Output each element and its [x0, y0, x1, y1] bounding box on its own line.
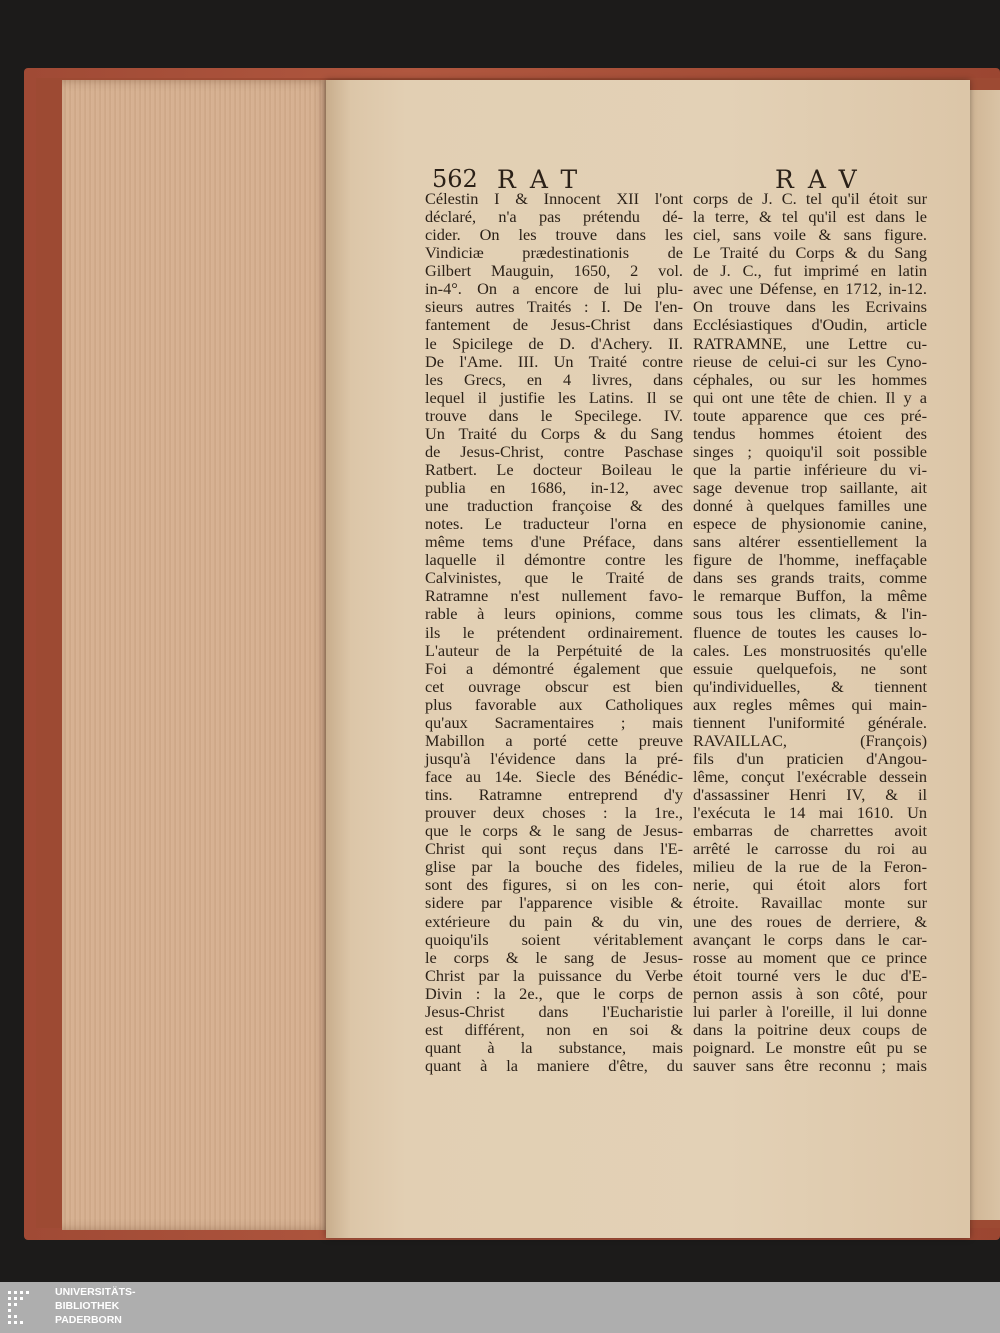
- text-line: Un Traité du Corps & du Sang: [425, 423, 683, 443]
- text-line: rable à leurs opinions, comme: [425, 604, 683, 624]
- text-line: qu'individuelles, & tiennent: [693, 676, 927, 696]
- text-line: RAVAILLAC, (François): [693, 730, 927, 750]
- text-line: essuie quelquefois, ne sont: [693, 658, 927, 678]
- text-line: le corps & le sang de Jesus-: [425, 947, 683, 967]
- left-text-column: [425, 190, 683, 1075]
- library-logo-icon: [6, 1289, 46, 1327]
- library-footer-bar: [0, 1282, 1000, 1333]
- text-line: L'auteur de la Perpétuité de la: [425, 640, 683, 660]
- text-line: cet ouvrage obscur est bien: [425, 676, 683, 696]
- library-name-line2: BIBLIOTHEK: [55, 1300, 120, 1312]
- text-line: céphales, ou sur les hommes: [693, 369, 927, 389]
- text-line: corps de J. C. tel qu'il étoit sur: [693, 189, 927, 208]
- text-line: avançant le corps dans le car-: [693, 929, 927, 949]
- text-line: jusqu'à l'évidence dans la pré-: [425, 748, 683, 768]
- running-head-right: RAV: [775, 165, 871, 194]
- text-line: lequel il justifie les Latins. Il se: [425, 387, 683, 407]
- text-line: Calvinistes, que le Traité de: [425, 568, 683, 588]
- text-line: que la partie inférieure du vi-: [693, 459, 927, 479]
- text-line: même tems d'une Préface, dans: [425, 532, 683, 552]
- text-line: toute apparence que ces pré-: [693, 405, 927, 425]
- text-line: une des roues de derriere, &: [693, 911, 927, 931]
- text-line: avec une Défense, en 1712, in-12.: [693, 279, 927, 299]
- text-line: de J. C., fut imprimé en latin: [693, 261, 927, 281]
- text-line: pernon assis à son côté, pour: [693, 983, 927, 1003]
- text-line: sous tous les climats, & l'in-: [693, 604, 927, 624]
- text-line: On trouve dans les Ecrivains: [693, 297, 927, 317]
- text-line: tendus hommes étoient des: [693, 423, 927, 443]
- running-head-left: RAT: [497, 165, 592, 194]
- text-line: Divin : la 2e., que le corps de: [425, 983, 683, 1003]
- text-line: que le corps & le sang de Jesus-: [425, 821, 683, 841]
- text-line: Ecclésiastiques d'Oudin, article: [693, 315, 927, 335]
- text-line: qui ont une tête de chien. Il y a: [693, 387, 927, 407]
- text-line: Gilbert Mauguin, 1650, 2 vol.: [425, 261, 683, 281]
- text-line: Le Traité du Corps & du Sang: [693, 243, 927, 263]
- text-line: rieuse de celui-ci sur les Cyno-: [693, 351, 927, 371]
- text-line: donné à quelques familles une: [693, 496, 927, 516]
- text-line: quant à la substance, mais: [425, 1037, 683, 1057]
- text-line: aux regles mêmes qui main-: [693, 694, 927, 714]
- text-line: lui parler à l'oreille, il lui donne: [693, 1001, 927, 1021]
- text-line: les Grecs, en 4 livres, dans: [425, 369, 683, 389]
- text-line: Ratbert. Le docteur Boileau le: [425, 459, 683, 479]
- text-line: Jesus-Christ dans l'Eucharistie: [425, 1001, 683, 1021]
- text-line: tins. Ratramne entreprend d'y: [425, 785, 683, 805]
- text-line: sieurs autres Traités : I. De l'en-: [425, 297, 683, 317]
- text-line: prouver deux choses : la 1re.,: [425, 803, 683, 823]
- text-line: glise par la bouche des fideles,: [425, 857, 683, 877]
- text-line: publia en 1686, in-12, avec: [425, 478, 683, 497]
- text-line: Mabillon a porté cette preuve: [425, 730, 683, 750]
- text-line: est différent, non en soi &: [425, 1019, 683, 1039]
- text-line: Ratramne n'est nullement favo-: [425, 586, 683, 606]
- text-line: de Jesus-Christ, contre Paschase: [425, 441, 683, 461]
- library-name: [55, 1285, 136, 1327]
- text-line: le Spicilege de D. d'Achery. II.: [425, 333, 683, 353]
- page-edges: [62, 80, 330, 1230]
- text-line: sauver sans être reconnu ; mais: [693, 1056, 927, 1075]
- text-line: lême, conçut l'exécrable dessein: [693, 767, 927, 786]
- text-line: rosse au moment que ce prince: [693, 947, 927, 967]
- text-line: ciel, sans voile & sans figure.: [693, 225, 927, 245]
- text-line: arrêté le carrosse du roi au: [693, 839, 927, 859]
- text-line: Vindiciæ prædestinationis de: [425, 243, 683, 263]
- text-line: l'exécuta le 14 mai 1610. Un: [693, 803, 927, 823]
- text-line: poignard. Le monstre eût pu se: [693, 1037, 927, 1057]
- text-line: Foi a démontré également que: [425, 658, 683, 678]
- text-line: cales. Les monstruosités qu'elle: [693, 640, 927, 660]
- text-line: RATRAMNE, une Lettre cu-: [693, 333, 927, 353]
- text-line: figure de l'homme, ineffaçable: [693, 550, 927, 570]
- text-line: Christ qui sont reçus dans l'E-: [425, 839, 683, 859]
- text-line: dans la poitrine deux coups de: [693, 1019, 927, 1039]
- text-line: tiennent l'uniformité générale.: [693, 712, 927, 732]
- text-line: Célestin I & Innocent XII l'ont: [425, 189, 683, 208]
- text-line: quant à la maniere d'être, du: [425, 1056, 683, 1075]
- text-line: étroite. Ravaillac monte sur: [693, 893, 927, 913]
- text-line: extérieure du pain & du vin,: [425, 911, 683, 931]
- text-line: une traduction françoise & des: [425, 496, 683, 516]
- text-line: qu'aux Sacramentaires ; mais: [425, 712, 683, 732]
- text-line: sage devenue trop saillante, ait: [693, 478, 927, 497]
- text-line: la terre, & tel qu'il est dans le: [693, 207, 927, 227]
- text-line: déclaré, n'a pas prétendu dé-: [425, 207, 683, 227]
- text-line: cider. On les trouve dans les: [425, 225, 683, 245]
- text-line: in-4°. On a encore de lui plu-: [425, 279, 683, 299]
- text-line: sidere par l'apparence visible &: [425, 893, 683, 913]
- text-line: Christ par la puissance du Verbe: [425, 965, 683, 985]
- text-line: face au 14e. Siecle des Bénédic-: [425, 767, 683, 786]
- text-line: laquelle il démontre contre les: [425, 550, 683, 570]
- text-line: ils le prétendent ordinairement.: [425, 622, 683, 642]
- page-number: 562: [432, 165, 478, 193]
- text-line: dans ses grands traits, comme: [693, 568, 927, 588]
- text-line: sans altérer essentiellement la: [693, 532, 927, 552]
- text-line: quoiqu'ils soient véritablement: [425, 929, 683, 949]
- library-name-line3: PADERBORN: [55, 1314, 122, 1326]
- text-line: trouve dans le Specilege. IV.: [425, 405, 683, 425]
- text-line: le remarque Buffon, la même: [693, 586, 927, 606]
- text-line: embarras de charrettes avoit: [693, 821, 927, 841]
- text-line: d'assassiner Henri IV, & il: [693, 785, 927, 805]
- text-line: fantement de Jesus-Christ dans: [425, 315, 683, 335]
- text-line: notes. Le traducteur l'orna en: [425, 514, 683, 534]
- text-line: plus favorable aux Catholiques: [425, 694, 683, 714]
- library-name-line1: UNIVERSITÄTS-: [55, 1286, 136, 1298]
- text-line: sont des figures, si on les con-: [425, 875, 683, 895]
- right-text-column: [693, 190, 927, 1075]
- text-line: De l'Ame. III. Un Traité contre: [425, 351, 683, 371]
- text-line: nerie, qui étoit alors fort: [693, 875, 927, 895]
- facing-page-edge: [966, 90, 1000, 1220]
- text-line: fluence de toutes les causes lo-: [693, 622, 927, 642]
- text-line: singes ; quoiqu'il soit possible: [693, 441, 927, 461]
- text-line: espece de physionomie canine,: [693, 514, 927, 534]
- text-line: fils d'un praticien d'Angou-: [693, 748, 927, 768]
- text-line: étoit tourné vers le duc d'E-: [693, 965, 927, 985]
- text-line: milieu de la rue de la Feron-: [693, 857, 927, 877]
